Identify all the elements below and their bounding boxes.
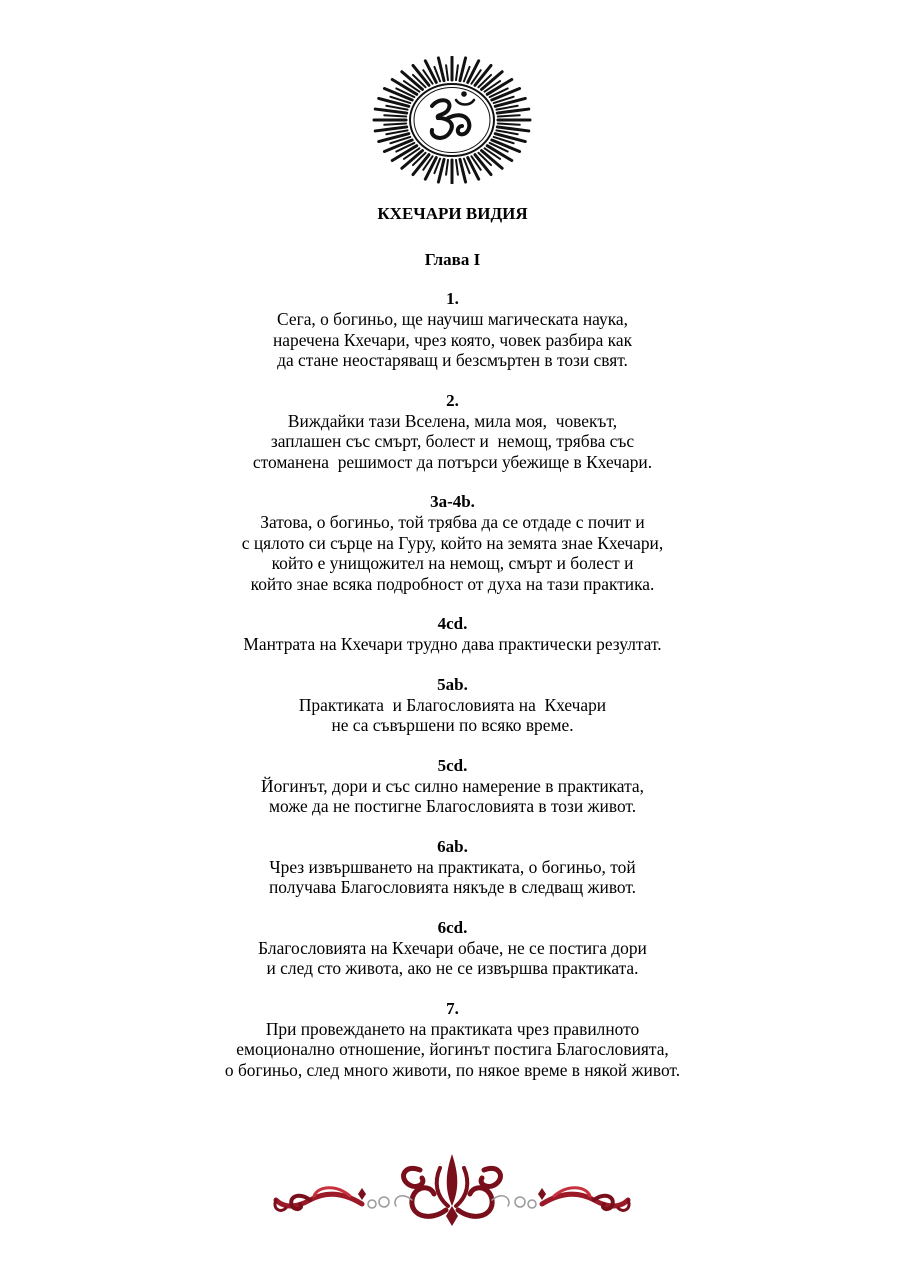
verse-line: При провеждането на практиката чрез правилното	[265, 1018, 640, 1039]
verse-line: Виждайки тази Вселена, мила моя, човекът,	[287, 410, 618, 431]
verse-number: 7.	[446, 998, 459, 1018]
verse-6ab	[0, 837, 905, 898]
verse-line: о богиньо, след много животи, по някое време в някой живот.	[224, 1059, 681, 1080]
verse-line: който е унищожител на немощ, смърт и болест и	[271, 553, 634, 573]
verse-1	[0, 289, 905, 371]
verse-6cd	[0, 918, 905, 979]
chapter-heading: Глава I	[424, 250, 481, 269]
verse-number: 1.	[446, 289, 459, 308]
verse-2	[0, 391, 905, 473]
verse-number: 6ab.	[437, 836, 468, 856]
verse-line: заплашен със смърт, болест и немощ, трябва със	[270, 431, 635, 451]
verse-number: 5cd.	[437, 755, 468, 775]
verse-line: наречена Кхечари, чрез която, човек разбира как	[272, 329, 633, 350]
verse-line: който знае всяка подробност от духа на тази практика.	[250, 573, 655, 594]
verse-number: 5ab.	[437, 674, 468, 694]
verse-5ab	[0, 675, 905, 736]
verse-number: 3a-4b.	[430, 492, 475, 511]
verse-line: Сега, о богиньо, ще научиш магическата наука,	[277, 309, 628, 329]
verse-line: емоционално отношение, йогинът постига Благословията,	[236, 1039, 669, 1059]
verse-line: Мантрата на Кхечари трудно дава практически резултат.	[243, 634, 662, 654]
verse-line: не са съвършени по всяко време.	[331, 715, 574, 735]
verse-line: и след сто живота, ако не се извършва практиката.	[266, 958, 639, 978]
verse-5cd	[0, 756, 905, 817]
verse-line: Практиката и Благословията на Кхечари	[298, 694, 607, 715]
verses-container	[0, 289, 905, 1080]
verse-4cd	[0, 614, 905, 655]
verse-line: да стане неостаряващ и безсмъртен в този свят.	[277, 350, 628, 370]
om-sun-emblem-icon	[372, 56, 532, 184]
verse-3a-4b	[0, 492, 905, 594]
verse-line: получава Благословията някъде в следващ живот.	[268, 877, 637, 897]
verse-number: 2.	[446, 390, 459, 410]
verse-line: Благословията на Кхечари обаче, не се постига дори	[258, 937, 647, 958]
verse-number: 6cd.	[437, 917, 468, 937]
verse-line: Йогинът, дори и със силно намерение в практиката,	[261, 775, 644, 796]
verse-7	[0, 999, 905, 1081]
red-floral-ornament-icon	[270, 1150, 634, 1232]
verse-line: стоманена решимост да потърси убежище в Кхечари.	[252, 451, 653, 472]
verse-line: Затова, о богиньо, той трябва да се отдаде с почит и	[260, 512, 645, 532]
verse-number: 4cd.	[437, 614, 468, 633]
verse-line: с цялото си сърце на Гуру, който на земята знае Кхечари,	[241, 532, 664, 553]
document-title: КХЕЧАРИ ВИДИЯ	[377, 204, 528, 223]
verse-line: може да не постигне Благословията в този живот.	[268, 796, 637, 816]
verse-line: Чрез извършването на практиката, о богиньо, той	[269, 856, 636, 877]
